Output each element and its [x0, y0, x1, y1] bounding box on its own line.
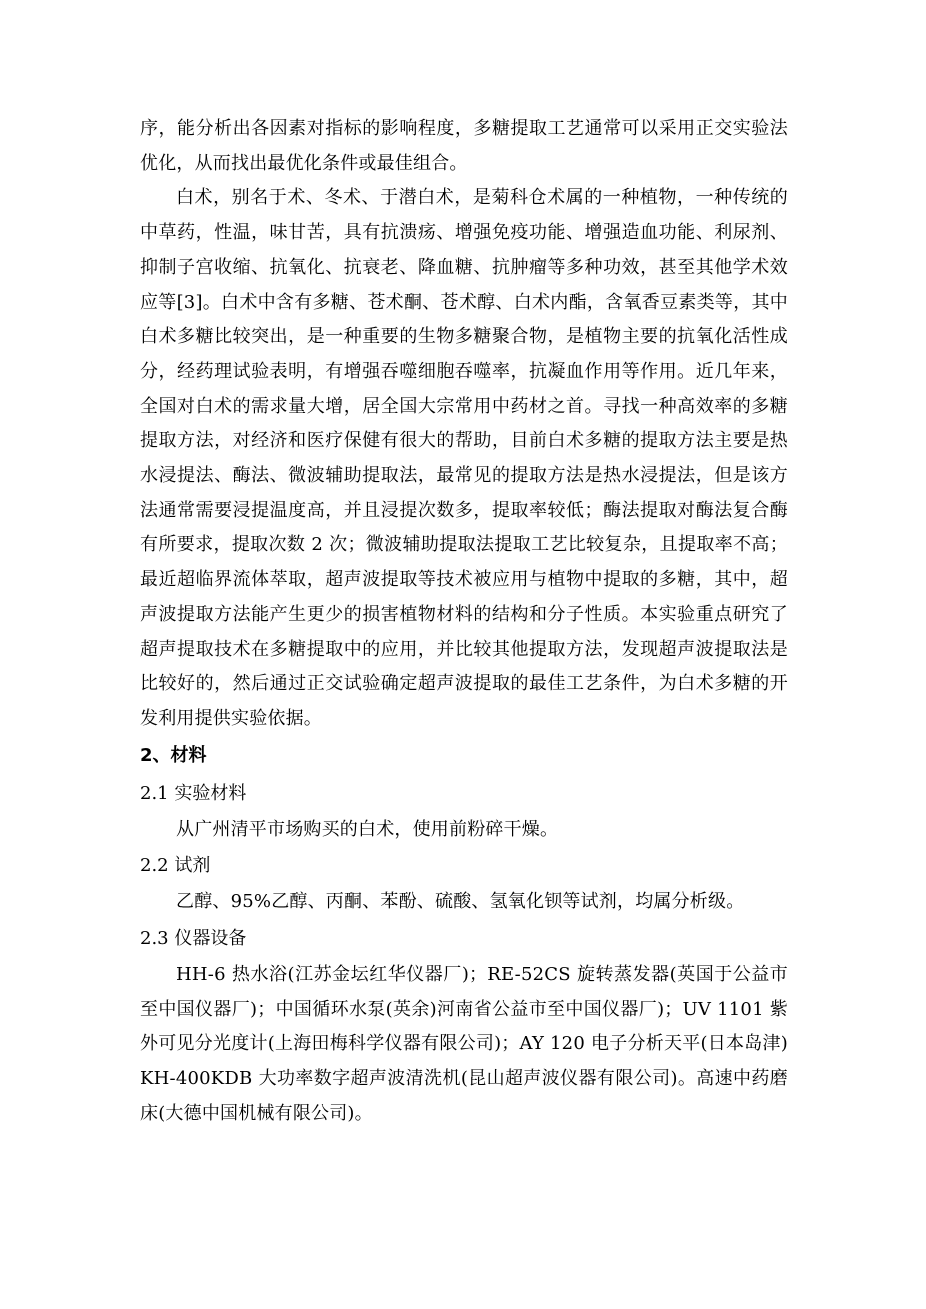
subsection-title-experimental-materials: 2.1 实验材料	[140, 782, 247, 804]
subsection-title-instruments: 2.3 仪器设备	[140, 928, 247, 950]
paragraph-intro-continued: 序，能分析出各因素对指标的影响程度，多糖提取工艺通常可以采用正交实验法优化，从而找出最优化条件或最佳组合。	[140, 118, 788, 174]
section-heading-materials: 2、材料	[140, 744, 207, 766]
paragraph-baizhu-description: 白术，别名于术、冬术、于潜白术，是菊科仓术属的一种植物，一种传统的中草药，性温，味甘苦，具有抗溃疡、增强免疫功能、增强造血功能、利尿剂、抑制子宫收缩、抗氧化、抗衰老、降血糖、抗肿瘤等多种功效，甚至其他学术效应等[3]。白术中含有多糖、苍术酮、苍术醇、白术内酯，含氧香豆素类等，其中白术多糖比较突出，是一种重要的生物多糖聚合物，是植物主要的抗氧化活性成分，经药理试验表明，有增强吞噬细胞吞噬率，抗凝血作用等作用。近几年来，全国对白术的需求量大增，居全国大宗常用中药材之首。寻找一种高效率的多糖提取方法，对经济和医疗保健有很大的帮助，目前白术多糖的提取方法主要是热水浸提法、酶法、微波辅助提取法，最常见的提取方法是热水浸提法，但是该方法通常需要浸提温度高，并且浸提次数多，提取率较低；酶法提取对酶法复合酶有所要求，提取次数 2 次；微波辅助提取法提取工艺比较复杂，且提取率不高；最近超临界流体萃取，超声波提取等技术被应用与植物中提取的多糖，其中，超声波提取方法能产生更少的损害植物材料的结构和分子性质。本实验重点研究了超声提取技术在多糖提取中的应用，并比较其他提取方法，发现超声波提取法是比较好的，然后通过正交试验确定超声波提取的最佳工艺条件，为白术多糖的开发利用提供实验依据。	[140, 187, 788, 729]
subsection-title-reagents: 2.2 试剂	[140, 855, 211, 877]
document-body	[140, 112, 788, 1132]
paragraph-instruments: HH-6 热水浴(江苏金坛红华仪器厂)；RE-52CS 旋转蒸发器(英国于公益市至中国仪器厂)；中国循环水泵(英余)河南省公益市至中国仪器厂)；UV 1101 紫外可见分光度计(上海田梅科学仪器有限公司)；AY 120 电子分析天平(日本岛津)KH-400KDB 大功率数字超声波清洗机(昆山超声波仪器有限公司)。高速中药磨床(大德中国机械有限公司)。	[140, 964, 788, 1124]
paragraph-reagents: 乙醇、95%乙醇、丙酮、苯酚、硫酸、氢氧化钡等试剂，均属分析级。	[176, 891, 745, 913]
paragraph-experimental-materials: 从广州清平市场购买的白术，使用前粉碎干燥。	[176, 818, 559, 840]
